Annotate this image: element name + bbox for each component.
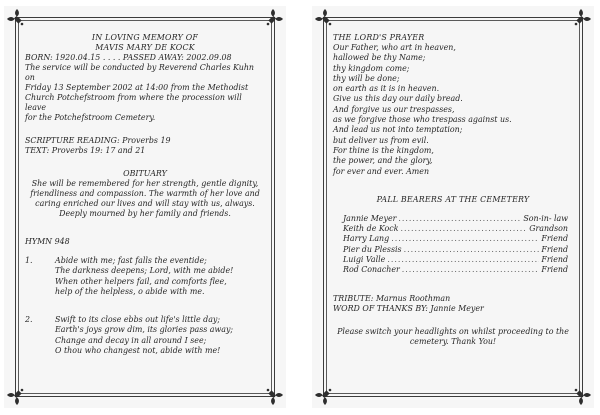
prayer-line: And lead us not into temptation;	[333, 125, 463, 135]
prayer-line: hallowed be thy Name;	[333, 53, 426, 63]
verse-line: Earth's joys grow dim, its glories pass away;	[55, 325, 234, 335]
memorial-title: IN LOVING MEMORY OF	[91, 33, 199, 42]
prayer-line: thy will be done;	[333, 73, 400, 83]
pallbearer-name: Luigi Valle	[343, 255, 386, 265]
right-page	[312, 6, 594, 408]
fleur-de-lis-icon	[6, 8, 28, 30]
hymn-verse	[25, 256, 265, 297]
pallbearer-name: Pier du Plessis	[343, 244, 402, 254]
prayer-line: Our Father, who art in heaven,	[333, 43, 456, 52]
pallbearer-row	[333, 234, 573, 244]
left-page	[4, 6, 286, 408]
leader-dots	[387, 255, 539, 265]
pallbearer-row	[333, 224, 573, 234]
obituary-heading: OBITUARY	[123, 169, 167, 178]
service-line: Church Potchefstroom from where the procession will leave	[25, 93, 242, 112]
pallbearer-relation: Friend	[541, 265, 568, 275]
closing-note	[333, 327, 573, 347]
word-of-thanks: WORD OF THANKS BY: Jannie Meyer	[333, 303, 484, 313]
obituary-line: She will be remembered for her strength, gentle dignity,	[31, 179, 259, 188]
deceased-name: MAVIS MARY DE KOCK	[95, 43, 195, 52]
prayer-line: for ever and ever. Amen	[333, 166, 430, 176]
pallbearer-relation: Friend	[541, 255, 568, 265]
right-page-content	[333, 33, 573, 347]
pallbearer-name: Harry Lang	[343, 234, 390, 244]
prayer-line: the power, and the glory,	[333, 156, 433, 166]
verse-line: O thou who changest not, abide with me!	[55, 346, 221, 356]
prayer-line: For thine is the kingdom,	[333, 145, 434, 155]
verse-line: Swift to its close ebbs out life's little day;	[55, 315, 221, 325]
closing-line: Please switch your headlights on whilst proceeding to the	[337, 326, 569, 336]
service-details	[25, 63, 265, 123]
pallbearer-relation: Friend	[541, 244, 568, 254]
fleur-de-lis-icon	[314, 384, 336, 406]
pallbearer-row	[333, 245, 573, 255]
pallbearer-row	[333, 265, 573, 275]
verse-line: When other helpers fail, and comforts flee,	[55, 276, 227, 286]
pallbearer-row	[333, 255, 573, 265]
prayer-line: on earth as it is in heaven.	[333, 84, 440, 94]
prayer-line: as we forgive those who trespass against us.	[333, 115, 512, 125]
leader-dots	[391, 234, 539, 244]
lords-prayer	[333, 43, 573, 177]
verse-line: Abide with me; fast falls the eventide;	[55, 256, 207, 265]
hymn-verse	[25, 315, 265, 356]
fleur-de-lis-icon	[262, 8, 284, 30]
verse-line: Change and decay in all around I see;	[55, 335, 207, 345]
verse-line: help of the helpless, o abide with me.	[55, 286, 205, 296]
text-reference: TEXT: Proverbs 19: 17 and 21	[25, 146, 146, 155]
prayer-line: thy kingdom come;	[333, 63, 410, 73]
pallbearers-heading: PALL BEARERS AT THE CEMETERY	[376, 194, 530, 204]
pallbearer-relation: Son-in- law	[523, 213, 568, 223]
obituary-line: friendliness and compassion. The warmth of her love and	[30, 189, 260, 198]
pallbearers-list	[333, 214, 573, 276]
leader-dots	[404, 245, 540, 255]
verse-number: 1.	[25, 256, 33, 265]
tribute: TRIBUTE: Marnus Roothman	[333, 293, 451, 303]
verse-number: 2.	[25, 315, 33, 325]
pallbearer-row	[333, 214, 573, 224]
prayer-line: Give us this day our daily bread.	[333, 94, 463, 104]
fleur-de-lis-icon	[314, 8, 336, 30]
verse-line: The darkness deepens; Lord, with me abide!	[55, 266, 234, 276]
pallbearer-relation: Friend	[541, 234, 568, 244]
obituary-line: caring enriched our lives and will stay with us, always.	[35, 199, 255, 208]
prayer-heading: THE LORD'S PRAYER	[333, 33, 425, 42]
prayer-line: but deliver us from evil.	[333, 135, 429, 145]
service-line: The service will be conducted by Reverend Charles Kuhn on	[25, 63, 255, 82]
hymn-heading: HYMN 948	[25, 237, 70, 246]
fleur-de-lis-icon	[570, 8, 592, 30]
pallbearer-name: Jannie Meyer	[343, 213, 397, 223]
leader-dots	[402, 265, 540, 275]
prayer-line: And forgive us our trespasses,	[333, 104, 455, 114]
left-page-content	[25, 33, 265, 356]
pallbearer-relation: Grandson	[529, 224, 568, 234]
service-line: for the Potchefstroom Cemetery.	[25, 113, 156, 122]
scripture-reading: SCRIPTURE READING: Proverbs 19	[25, 136, 171, 145]
obituary-line: Deeply mourned by her family and friends.	[59, 209, 231, 218]
obituary	[25, 179, 265, 219]
closing-line: cemetery. Thank You!	[409, 336, 497, 346]
pallbearer-name: Rod Conacher	[343, 265, 400, 275]
fleur-de-lis-icon	[570, 384, 592, 406]
fleur-de-lis-icon	[262, 384, 284, 406]
leader-dots	[401, 224, 528, 234]
fleur-de-lis-icon	[6, 384, 28, 406]
life-dates: BORN: 1920.04.15 . . . . PASSED AWAY: 2002.09.08	[25, 53, 232, 62]
service-line: Friday 13 September 2002 at 14:00 from the Methodist	[25, 83, 249, 92]
pallbearer-name: Keith de Kock	[343, 224, 399, 234]
leader-dots	[398, 214, 521, 224]
